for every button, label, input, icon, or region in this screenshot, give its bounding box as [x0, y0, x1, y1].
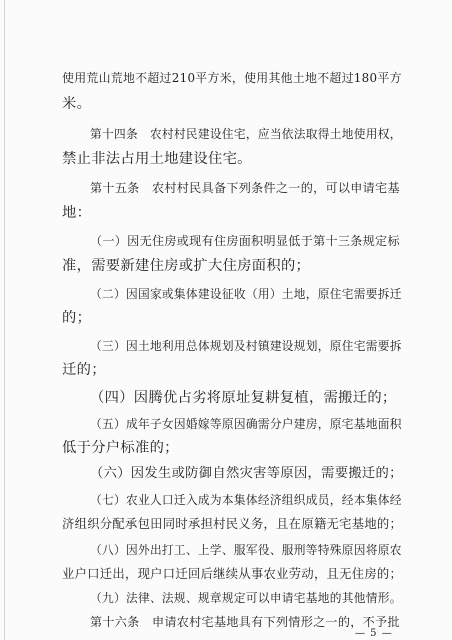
article-14-heading-line: 第十四条 农村村民建设住宅，应当依法取得土地使用权， [90, 127, 402, 141]
list-item-2: （二）因国家或集体建设征收（用）土地，原住宅需要拆迁 [90, 287, 402, 301]
list-item-7: （七）农业人口迁入成为本集体经济组织成员，经本集体经 [90, 493, 402, 507]
text-line: 地： [62, 205, 92, 221]
page-number: — 5 — [355, 628, 393, 639]
text-line: 准，需要新建住房或扩大住房面积的； [62, 258, 311, 274]
text-line: 业户口迁出，现户口迁回后继续从事农业劳动，且无住房的； [62, 567, 403, 581]
text-line: 的； [62, 310, 92, 326]
text-line: 济组织分配承包田同时承担村民义务，且在原籍无宅基地的； [62, 517, 403, 531]
list-item-6: （六）因发生或防御自然灾害等原因，需要搬迁的； [90, 466, 403, 481]
text-line: 米。 [62, 96, 92, 112]
text-line: 使用荒山荒地不超过210平方米，使用其他土地不超过180平方 [62, 71, 402, 85]
binding-margin-line [4, 0, 5, 640]
list-item-4: （四）因腾优占劣将原址复耕复植，需搬迁的； [90, 390, 397, 406]
list-item-3: （三）因土地利用总体规划及村镇建设规划，原住宅需要拆 [90, 339, 402, 353]
text-line: 低于分户标准的； [62, 440, 179, 456]
text-line: 禁止非法占用土地建设住宅。 [62, 151, 252, 167]
list-item-8: （八）因外出打工、上学、服军役、服刑等特殊原因将原农 [90, 543, 402, 557]
list-item-1: （一）因无住房或现有住房面积明显低于第十三条规定标 [90, 234, 400, 248]
list-item-5: （五）成年子女因婚嫁等原因确需分户建房，原宅基地面积 [90, 417, 402, 431]
text-line: 迁的； [62, 362, 106, 378]
list-item-9: （九）法律、法规、规章规定可以申请宅基地的其他情形。 [90, 591, 402, 605]
article-16-heading-line: 第十六条 申请农村宅基地具有下列情形之一的，不予批 [90, 615, 400, 629]
article-15-heading-line: 第十五条 农村村民具备下列条件之一的，可以申请宅基 [90, 181, 400, 195]
